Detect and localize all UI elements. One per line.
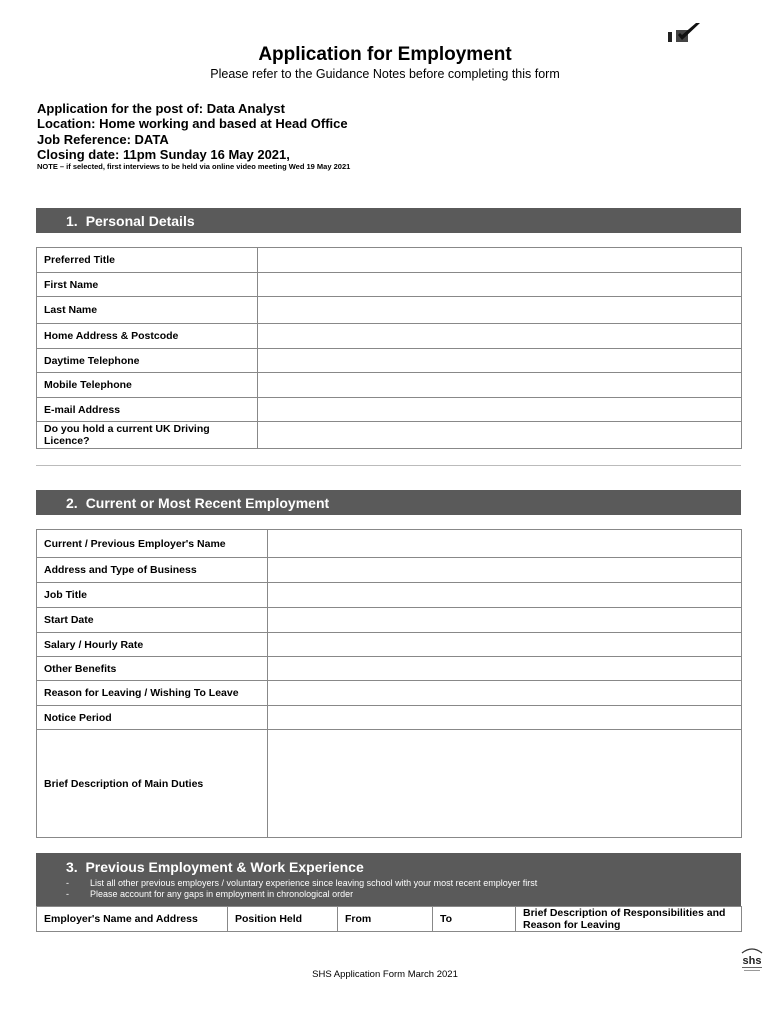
current-employment-table	[36, 529, 742, 838]
column-header-to: To	[433, 907, 516, 932]
field-input[interactable]	[258, 297, 742, 324]
field-input[interactable]	[268, 633, 742, 657]
field-label: Do you hold a current UK Driving Licence?	[37, 422, 258, 449]
section-divider	[36, 465, 741, 466]
section-heading	[66, 859, 364, 875]
section-number: 3.	[66, 859, 78, 875]
form-row	[37, 633, 742, 657]
field-input[interactable]	[258, 248, 742, 273]
post-reference: Job Reference: DATA	[37, 132, 169, 147]
field-label: Salary / Hourly Rate	[37, 633, 268, 657]
column-header-description: Brief Description of Responsibilities and Reason for Leaving	[516, 907, 742, 932]
form-row	[37, 398, 742, 422]
field-label: Last Name	[37, 297, 258, 324]
form-row	[37, 730, 742, 838]
post-closing-date: Closing date: 11pm Sunday 16 May 2021,	[37, 147, 290, 162]
field-input[interactable]	[268, 583, 742, 608]
field-label: Mobile Telephone	[37, 373, 258, 398]
page-title: Application for Employment	[258, 44, 512, 65]
field-input[interactable]	[258, 373, 742, 398]
field-label: First Name	[37, 273, 258, 297]
form-row	[37, 706, 742, 730]
table-header-row	[37, 907, 742, 932]
field-label: Address and Type of Business	[37, 558, 268, 583]
form-row	[37, 583, 742, 608]
form-row	[37, 530, 742, 558]
field-input[interactable]	[268, 558, 742, 583]
form-row	[37, 681, 742, 706]
section-header-current-employment	[36, 490, 741, 515]
field-label: Start Date	[37, 608, 268, 633]
footer-text: SHS Application Form March 2021	[312, 969, 458, 980]
field-label: Daytime Telephone	[37, 349, 258, 373]
section-number: 1.	[66, 212, 78, 229]
field-label: Other Benefits	[37, 657, 268, 681]
field-input[interactable]	[258, 349, 742, 373]
form-row	[37, 657, 742, 681]
field-label: Notice Period	[37, 706, 268, 730]
form-row	[37, 349, 742, 373]
shs-logo-text: shs	[742, 955, 762, 967]
bullet-dash: -	[66, 889, 69, 899]
column-header-position: Position Held	[228, 907, 338, 932]
section-title: Previous Employment & Work Experience	[85, 859, 364, 875]
field-input[interactable]	[258, 324, 742, 349]
previous-employment-table	[36, 906, 742, 932]
page-subtitle: Please refer to the Guidance Notes before completing this form	[210, 67, 560, 81]
field-input[interactable]	[268, 530, 742, 558]
field-label: Current / Previous Employer's Name	[37, 530, 268, 558]
field-input[interactable]	[268, 730, 742, 838]
form-row	[37, 248, 742, 273]
form-row	[37, 608, 742, 633]
section-header-personal-details	[36, 208, 741, 233]
post-location: Location: Home working and based at Head Office	[37, 116, 348, 131]
field-label: Job Title	[37, 583, 268, 608]
field-label: Brief Description of Main Duties	[37, 730, 268, 838]
field-label: Reason for Leaving / Wishing To Leave	[37, 681, 268, 706]
form-row	[37, 422, 742, 449]
form-row	[37, 324, 742, 349]
instruction-text: Please account for any gaps in employment in chronological order	[90, 889, 354, 899]
form-row	[37, 558, 742, 583]
field-label: E-mail Address	[37, 398, 258, 422]
interview-note: NOTE – if selected, first interviews to be held via online video meeting Wed 19 May 2021	[37, 162, 351, 171]
form-row	[37, 273, 742, 297]
field-input[interactable]	[258, 398, 742, 422]
instruction-bullet	[66, 889, 353, 899]
field-input[interactable]	[258, 422, 742, 449]
post-title: Application for the post of: Data Analyst	[37, 101, 285, 116]
field-input[interactable]	[268, 681, 742, 706]
column-header-employer: Employer's Name and Address	[37, 907, 228, 932]
bullet-dash: -	[66, 878, 69, 888]
section-header-previous-employment	[36, 853, 741, 906]
field-input[interactable]	[258, 273, 742, 297]
section-title: Personal Details	[85, 212, 195, 229]
field-input[interactable]	[268, 608, 742, 633]
field-input[interactable]	[268, 706, 742, 730]
form-row	[37, 297, 742, 324]
form-row	[37, 373, 742, 398]
column-header-from: From	[338, 907, 433, 932]
instruction-text: List all other previous employers / voluntary experience since leaving school with your most recent employer first	[90, 878, 538, 888]
field-input[interactable]	[268, 657, 742, 681]
instruction-bullet	[66, 878, 537, 888]
section-title: Current or Most Recent Employment	[85, 494, 330, 511]
field-label: Preferred Title	[37, 248, 258, 273]
section-number: 2.	[66, 494, 78, 511]
personal-details-table	[36, 247, 742, 449]
field-label: Home Address & Postcode	[37, 324, 258, 349]
checkmark-logo-icon	[666, 22, 702, 46]
